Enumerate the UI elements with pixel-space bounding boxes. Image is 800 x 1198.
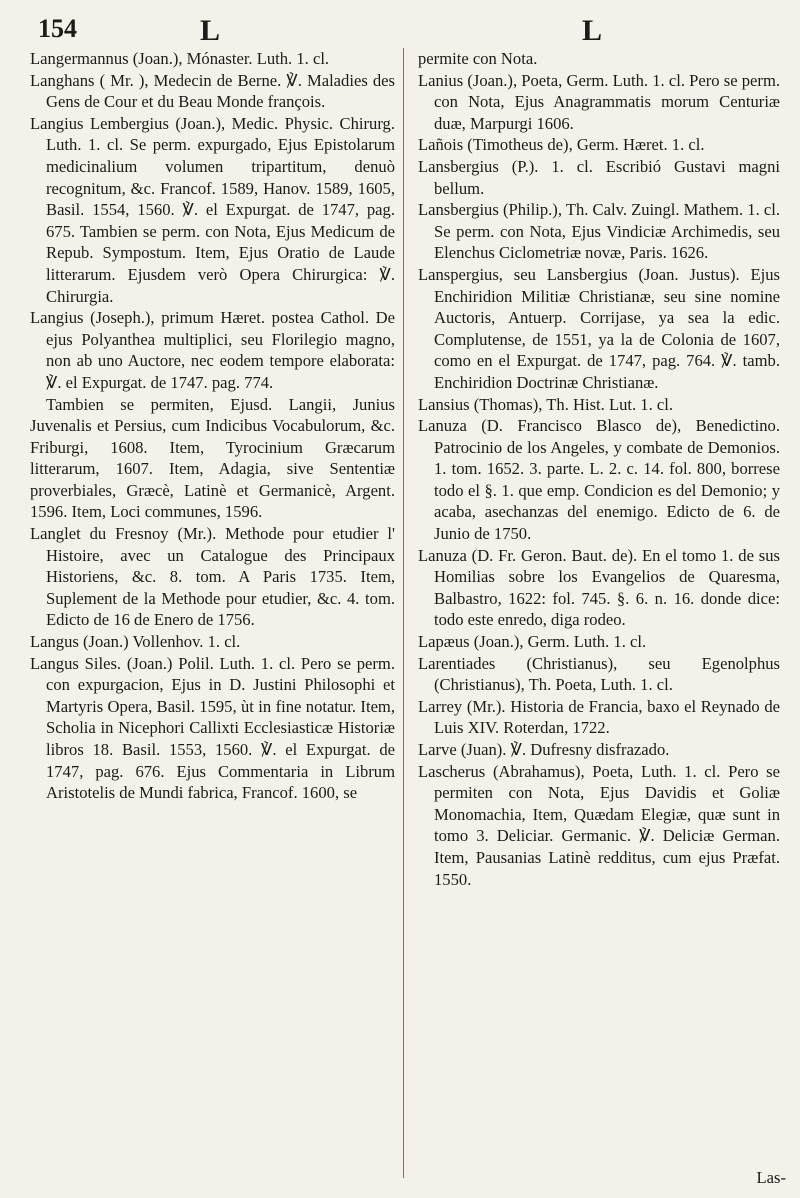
entry: Lanius (Joan.), Poeta, Germ. Luth. 1. cl. Pero se perm. con Nota, Ejus Anagrammatis morum Centuriæ duæ, Marpurgi 1606. [418, 70, 780, 133]
entry: Lanuza (D. Francisco Blasco de), Benedictino. Patrocinio de los Angeles, y combate de Demonios. 1. tom. 1652. 3. parte. L. 2. c. 14. fol. 800, borrese todo el §. 1. que emp. Condicion es del Demonio; y acaba, asechanzas del enemigo. Edicto de 6. de Junio de 1750. [418, 416, 780, 544]
entry: Lanuza (D. Fr. Geron. Baut. de). En el tomo 1. de sus Homilias sobre los Evangelios de Quaresma, Balbastro, 1622: fol. 745. §. 6. n. 16. donde dice: todo este enredo, diga rodeo. [418, 545, 780, 630]
entry: Langermannus (Joan.), Mónaster. Luth. 1. cl. [30, 49, 330, 68]
catchword: Las- [756, 1168, 786, 1187]
entry: Larve (Juan). ℣. Dufresny disfrazado. [418, 740, 670, 759]
entry: Lascherus (Abrahamus), Poeta, Luth. 1. cl. Pero se permiten con Nota, Ejus Davidis et Goliæ Monomachia, Item, Quædam Elegiæ, quæ sunt in tomo 3. Deliciar. Germanic. ℣. Deliciæ German. Item, Pausanias Latinè redditus, cum ejus Præfat. 1550. [418, 761, 780, 889]
entry: Lansbergius (Philip.), Th. Calv. Zuingl. Mathem. 1. cl. Se perm. con Nota, Ejus Vindiciæ Archimedis, seu Elenchus Ciclometriæ novæ, Paris. 1626. [418, 200, 780, 263]
entry: Lansius (Thomas), Th. Hist. Lut. 1. cl. [418, 394, 674, 414]
entry: Lansbergius (P.). 1. cl. Escribió Gustavi magni bellum. [418, 156, 780, 198]
entry-continuation: Tambien se permiten, Ejusd. Langii, Junius Juvenalis et Persius, cum Indicibus Vocabulorum, &c. Friburgi, 1608. Item, Tyrocinium Græcarum litterarum, 1607. Item, Adagia, sive Sententiæ proverbiales, Græcè, Latinè et Germanicè, Argent. 1596. Item, Loci communes, 1596. [30, 394, 395, 522]
entry: Langius (Joseph.), primum Hæret. postea Cathol. De ejus Polyanthea multiplici, seu Florilegio magno, non ab uno Auctore, nec eodem tempore elaborata: ℣. el Expurgat. de 1747. pag. 774. [30, 308, 395, 392]
entry: Lañois (Timotheus de), Germ. Hæret. 1. cl. [418, 135, 705, 155]
entry: Langlet du Fresnoy (Mr.). Methode pour etudier l' Histoire, avec un Catalogue des Principaux Historiens, &c. 8. tom. A Paris 1735. Item, Suplement de la Methode pour etudier, &c. 4. tom. Edicto de 16 de Enero de 1756. [30, 524, 395, 630]
left-column [30, 48, 395, 804]
entry: Langus Siles. (Joan.) Polil. Luth. 1. cl. Pero se perm. con expurgacion, Ejus in D. Justini Philosophi et Martyris Opera, Basil. 1595, ùt in fine notatur. Item, Scholia in Nicephori Callixti Ecclesiasticæ Historiæ libros 18. Basil. 1553, 1560. ℣. el Expurgat. de 1747, pag. 676. Ejus Commentaria in Librum Aristotelis de Mundi fabrica, Francof. 1600, se [30, 653, 395, 803]
entry: Langhans ( Mr. ), Medecin de Berne. ℣. Maladies des Gens de Cour et du Beau Monde françois. [30, 70, 395, 112]
page-number: 154 [38, 14, 77, 43]
entry-continuation: permite con Nota. [418, 49, 538, 68]
entry: Lanspergius, seu Lansbergius (Joan. Justus). Ejus Enchiridion Militiæ Christianæ, seu sine nomine Auctoris, Antuerp. Corrijase, ya sea la edic. Complutense, de 1551, ya la de Colonia de 1607, como en el Expurgat. de 1747, pag. 764. ℣. tamb. Enchiridion Doctrinæ Christianæ. [418, 264, 780, 392]
section-letter-left: L [200, 14, 221, 47]
entry: Lapæus (Joan.), Germ. Luth. 1. cl. [418, 632, 647, 652]
column-divider [403, 48, 404, 1178]
right-column [418, 48, 780, 890]
entry: Langus (Joan.) Vollenhov. 1. cl. [30, 632, 241, 652]
section-letter-right: L [582, 14, 603, 47]
entry: Larentiades (Christianus), seu Egenolphus (Christianus), Th. Poeta, Luth. 1. cl. [418, 653, 780, 695]
entry: Langius Lembergius (Joan.), Medic. Physic. Chirurg. Luth. 1. cl. Se perm. expurgado, Ejus Epistolarum medicinalium volumen tripartitum, denuò recognitum, &c. Francof. 1589, Hanov. 1589, 1605, Basil. 1554, 1560. ℣. el Expurgat. de 1747, pag. 675. Tambien se perm. con Nota, Ejus Medicum de Repub. Sympostum. Item, Ejus Oratio de Laude litterarum. Ejusdem verò Opera Chirurgica: ℣. Chirurgia. [30, 113, 395, 306]
entry: Larrey (Mr.). Historia de Francia, baxo el Reynado de Luis XIV. Roterdan, 1722. [418, 696, 780, 738]
